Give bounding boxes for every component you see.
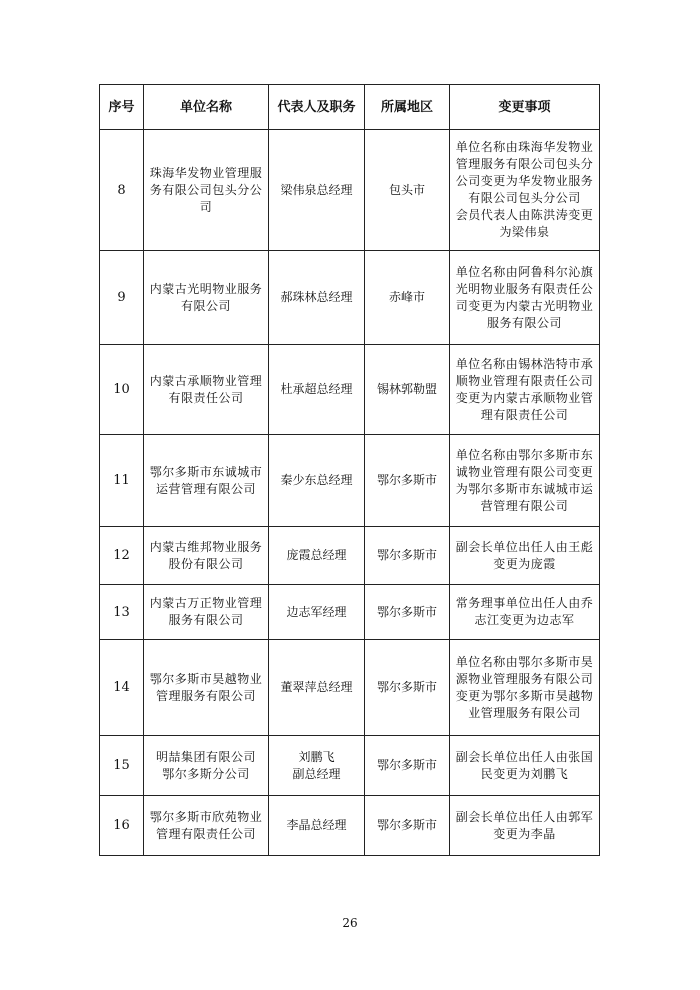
cell-representative: 秦少东总经理	[269, 435, 365, 527]
cell-representative: 刘鹏飞 副总经理	[269, 736, 365, 796]
cell-representative: 庞霞总经理	[269, 527, 365, 585]
cell-seq: 15	[100, 736, 144, 796]
cell-change: 副会长单位出任人由张国民变更为刘鹏飞	[450, 736, 600, 796]
cell-region: 鄂尔多斯市	[365, 736, 450, 796]
header-representative: 代表人及职务	[269, 85, 365, 130]
cell-region: 鄂尔多斯市	[365, 796, 450, 856]
member-change-table	[99, 84, 600, 856]
cell-seq: 11	[100, 435, 144, 527]
cell-change: 单位名称由珠海华发物业管理服务有限公司包头分公司变更为华发物业服务有限公司包头分公司 会员代表人由陈洪涛变更为梁伟泉	[450, 130, 600, 251]
cell-region: 包头市	[365, 130, 450, 251]
cell-change: 常务理事单位出任人由乔志江变更为边志军	[450, 585, 600, 640]
cell-region: 赤峰市	[365, 251, 450, 345]
table-row	[100, 796, 600, 856]
cell-representative: 董翠萍总经理	[269, 640, 365, 736]
table-header-row	[100, 85, 600, 130]
cell-unit-name: 内蒙古万正物业管理服务有限公司	[144, 585, 269, 640]
cell-seq: 12	[100, 527, 144, 585]
cell-unit-name: 鄂尔多斯市欣苑物业管理有限责任公司	[144, 796, 269, 856]
header-change: 变更事项	[450, 85, 600, 130]
cell-representative: 边志军经理	[269, 585, 365, 640]
cell-unit-name: 鄂尔多斯市昊越物业管理服务有限公司	[144, 640, 269, 736]
cell-seq: 8	[100, 130, 144, 251]
table-row	[100, 640, 600, 736]
cell-seq: 13	[100, 585, 144, 640]
cell-change: 单位名称由鄂尔多斯市昊源物业管理服务有限公司变更为鄂尔多斯市昊越物业管理服务有限公司	[450, 640, 600, 736]
cell-region: 鄂尔多斯市	[365, 585, 450, 640]
cell-unit-name: 鄂尔多斯市东诚城市运营管理有限公司	[144, 435, 269, 527]
table-row	[100, 585, 600, 640]
header-unit-name: 单位名称	[144, 85, 269, 130]
cell-region: 鄂尔多斯市	[365, 435, 450, 527]
cell-unit-name: 内蒙古维邦物业服务股份有限公司	[144, 527, 269, 585]
table-row	[100, 435, 600, 527]
cell-region: 鄂尔多斯市	[365, 640, 450, 736]
cell-change: 单位名称由鄂尔多斯市东诚物业管理有限公司变更为鄂尔多斯市东诚城市运营管理有限公司	[450, 435, 600, 527]
cell-unit-name: 明喆集团有限公司 鄂尔多斯分公司	[144, 736, 269, 796]
cell-representative: 李晶总经理	[269, 796, 365, 856]
cell-change: 单位名称由锡林浩特市承顺物业管理有限责任公司变更为内蒙古承顺物业管理有限责任公司	[450, 345, 600, 435]
table-row	[100, 251, 600, 345]
table-row	[100, 736, 600, 796]
cell-seq: 10	[100, 345, 144, 435]
header-region: 所属地区	[365, 85, 450, 130]
table-row	[100, 527, 600, 585]
cell-representative: 杜承超总经理	[269, 345, 365, 435]
cell-seq: 14	[100, 640, 144, 736]
header-seq: 序号	[100, 85, 144, 130]
cell-change: 副会长单位出任人由郭军变更为李晶	[450, 796, 600, 856]
cell-change: 副会长单位出任人由王彪变更为庞霞	[450, 527, 600, 585]
cell-unit-name: 珠海华发物业管理服务有限公司包头分公司	[144, 130, 269, 251]
cell-representative: 梁伟泉总经理	[269, 130, 365, 251]
cell-representative: 郝珠林总经理	[269, 251, 365, 345]
table-row	[100, 345, 600, 435]
cell-unit-name: 内蒙古光明物业服务有限公司	[144, 251, 269, 345]
cell-region: 锡林郭勒盟	[365, 345, 450, 435]
table-row	[100, 130, 600, 251]
cell-change: 单位名称由阿鲁科尔沁旗光明物业服务有限责任公司变更为内蒙古光明物业服务有限公司	[450, 251, 600, 345]
cell-seq: 9	[100, 251, 144, 345]
cell-region: 鄂尔多斯市	[365, 527, 450, 585]
cell-unit-name: 内蒙古承顺物业管理有限责任公司	[144, 345, 269, 435]
cell-seq: 16	[100, 796, 144, 856]
page-number: 26	[342, 916, 358, 930]
